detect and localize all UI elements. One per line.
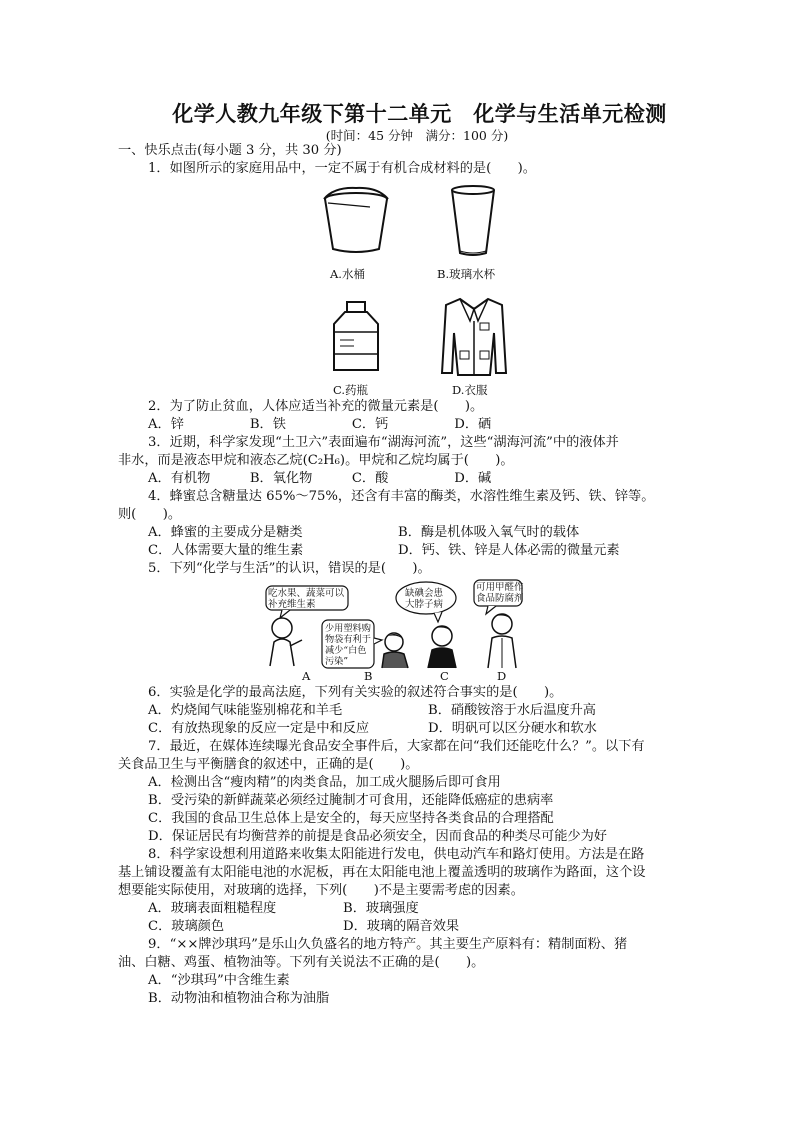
q5-bubble-a-line1: 吃水果、蔬菜可以: [268, 588, 345, 599]
q8-option-b: B．玻璃强度: [343, 901, 419, 916]
section-heading: 一、快乐点击(每小题 3 分，共 30 分): [118, 143, 342, 158]
q7-stem-line1: 7．最近，在媒体连续曝光食品安全事件后，大家都在问“我们还能吃什么？”。以下有: [148, 739, 645, 754]
q9-option-b: B．动物油和植物油合称为油脂: [148, 991, 330, 1006]
q5-bubble-b-line2: 物袋有利于: [325, 634, 371, 645]
glass-cup-figure: [449, 185, 497, 259]
q2-options: A．锌 B．铁 C．钙 D．硒: [148, 417, 492, 432]
q5-label-d: D: [497, 669, 507, 683]
q7-option-c: C．我国的食品卫生总体上是安全的，每天应坚持各类食品的合理搭配: [148, 811, 554, 826]
q5-bubble-b-line1: 少用塑料购: [325, 623, 371, 634]
q5-label-a: A: [302, 669, 311, 683]
q4-option-d: D．钙、铁、锌是人体必需的微量元素: [398, 543, 620, 558]
q6-option-d: D．明矾可以区分硬水和软水: [428, 721, 597, 736]
q5-bubble-a: [268, 588, 344, 610]
q9-option-a: A．“沙琪玛”中含维生素: [148, 973, 290, 988]
page-title: 化学人教九年级下第十二单元 化学与生活单元检测: [172, 102, 667, 126]
q3-stem-line2: 非水，而是液态甲烷和液态乙烷(C₂H₆)。甲烷和乙烷均属于( )。: [118, 453, 514, 468]
q6-option-c: C．有放热现象的反应一定是中和反应: [148, 721, 370, 736]
q5-bubble-d-line1: 可用甲醛作: [476, 582, 524, 593]
q6-option-a: A．灼烧闻气味能鉴别棉花和羊毛: [148, 703, 343, 718]
q8-stem-line1: 8．科学家设想利用道路来收集太阳能进行发电，供电动汽车和路灯使用。方法是在路: [148, 847, 645, 862]
q7-stem-line2: 关食品卫生与平衡膳食的叙述中，正确的是( )。: [118, 757, 419, 772]
exam-info: (时间：45 分钟 满分：100 分): [325, 128, 509, 143]
q4-stem-line2: 则( )。: [118, 507, 182, 522]
q5-bubble-c-line1: 缺碘会患: [405, 588, 444, 599]
q9-stem-line2: 油、白糖、鸡蛋、植物油等。下列有关说法不正确的是( )。: [118, 955, 485, 970]
q5-bubble-c-line2: 大脖子病: [405, 599, 444, 610]
bucket-figure: [320, 185, 392, 255]
q4-stem-line1: 4．蜂蜜总含糖量达 65%～75%，还含有丰富的酶类，水溶性维生素及钙、铁、锌等。: [148, 489, 655, 504]
q1-caption-b: B.玻璃水杯: [437, 267, 496, 281]
q6-option-b: B．硝酸铵溶于水后温度升高: [428, 703, 596, 718]
q5-stem: 5．下列“化学与生活”的认识，错误的是( )。: [148, 561, 431, 576]
q8-stem-line3: 想要能实际使用，对玻璃的选择，下列( )不是主要需考虑的因素。: [118, 883, 524, 898]
q5-bubble-c: [405, 588, 443, 610]
q3-options: A．有机物 B．氧化物 C．酸 D．碱: [148, 471, 492, 486]
q7-option-d: D．保证居民有均衡营养的前提是食品必须安全，因而食品的种类尽可能少为好: [148, 829, 607, 844]
q4-option-b: B．酶是机体吸入氧气时的载体: [398, 525, 580, 540]
medicine-bottle-figure: [330, 300, 382, 374]
q5-label-c: C: [440, 669, 449, 683]
q5-bubble-b: [325, 623, 371, 667]
q6-stem: 6．实验是化学的最高法庭，下列有关实验的叙述符合事实的是( )。: [148, 685, 563, 700]
q8-option-d: D．玻璃的隔音效果: [343, 919, 460, 934]
q5-label-b: B: [364, 669, 373, 683]
q1-caption-c: C.药瓶: [333, 383, 369, 397]
q7-option-a: A．检测出含“瘦肉精”的肉类食品，加工成火腿肠后即可食用: [148, 775, 501, 790]
q8-option-c: C．玻璃颜色: [148, 919, 225, 934]
jacket-figure: [440, 295, 508, 377]
q9-stem-line1: 9．“××牌沙琪玛”是乐山久负盛名的地方特产。其主要生产原料有：精制面粉、猪: [148, 937, 628, 952]
q4-option-a: A．蜂蜜的主要成分是糖类: [148, 525, 303, 540]
q1-caption-d: D.衣服: [452, 383, 488, 397]
q4-option-c: C．人体需要大量的维生素: [148, 543, 304, 558]
q2-stem: 2．为了防止贫血，人体应适当补充的微量元素是( )。: [148, 399, 484, 414]
q5-bubble-d-line2: 食品防腐剂: [476, 593, 524, 604]
q5-bubble-b-line3: 减少“白色: [325, 645, 367, 656]
q1-stem: 1．如图所示的家庭用品中，一定不属于有机合成材料的是( )。: [148, 161, 536, 176]
q8-stem-line2: 基上铺设覆盖有太阳能电池的水泥板，再在太阳能电池上覆盖透明的玻璃作为路面，这个设: [118, 865, 646, 880]
q7-option-b: B．受污染的新鲜蔬菜必须经过腌制才可食用，还能降低癌症的患病率: [148, 793, 554, 808]
q5-bubble-b-line4: 污染”: [325, 656, 349, 667]
q3-stem-line1: 3．近期，科学家发现“土卫六”表面遍布“湖海河流”，这些“湖海河流”中的液体并: [148, 435, 619, 450]
q5-bubble-a-line2: 补充维生素: [268, 599, 316, 610]
q5-bubble-d: [476, 582, 524, 604]
q8-option-a: A．玻璃表面粗糙程度: [148, 901, 277, 916]
q1-caption-a: A.水桶: [330, 267, 365, 281]
